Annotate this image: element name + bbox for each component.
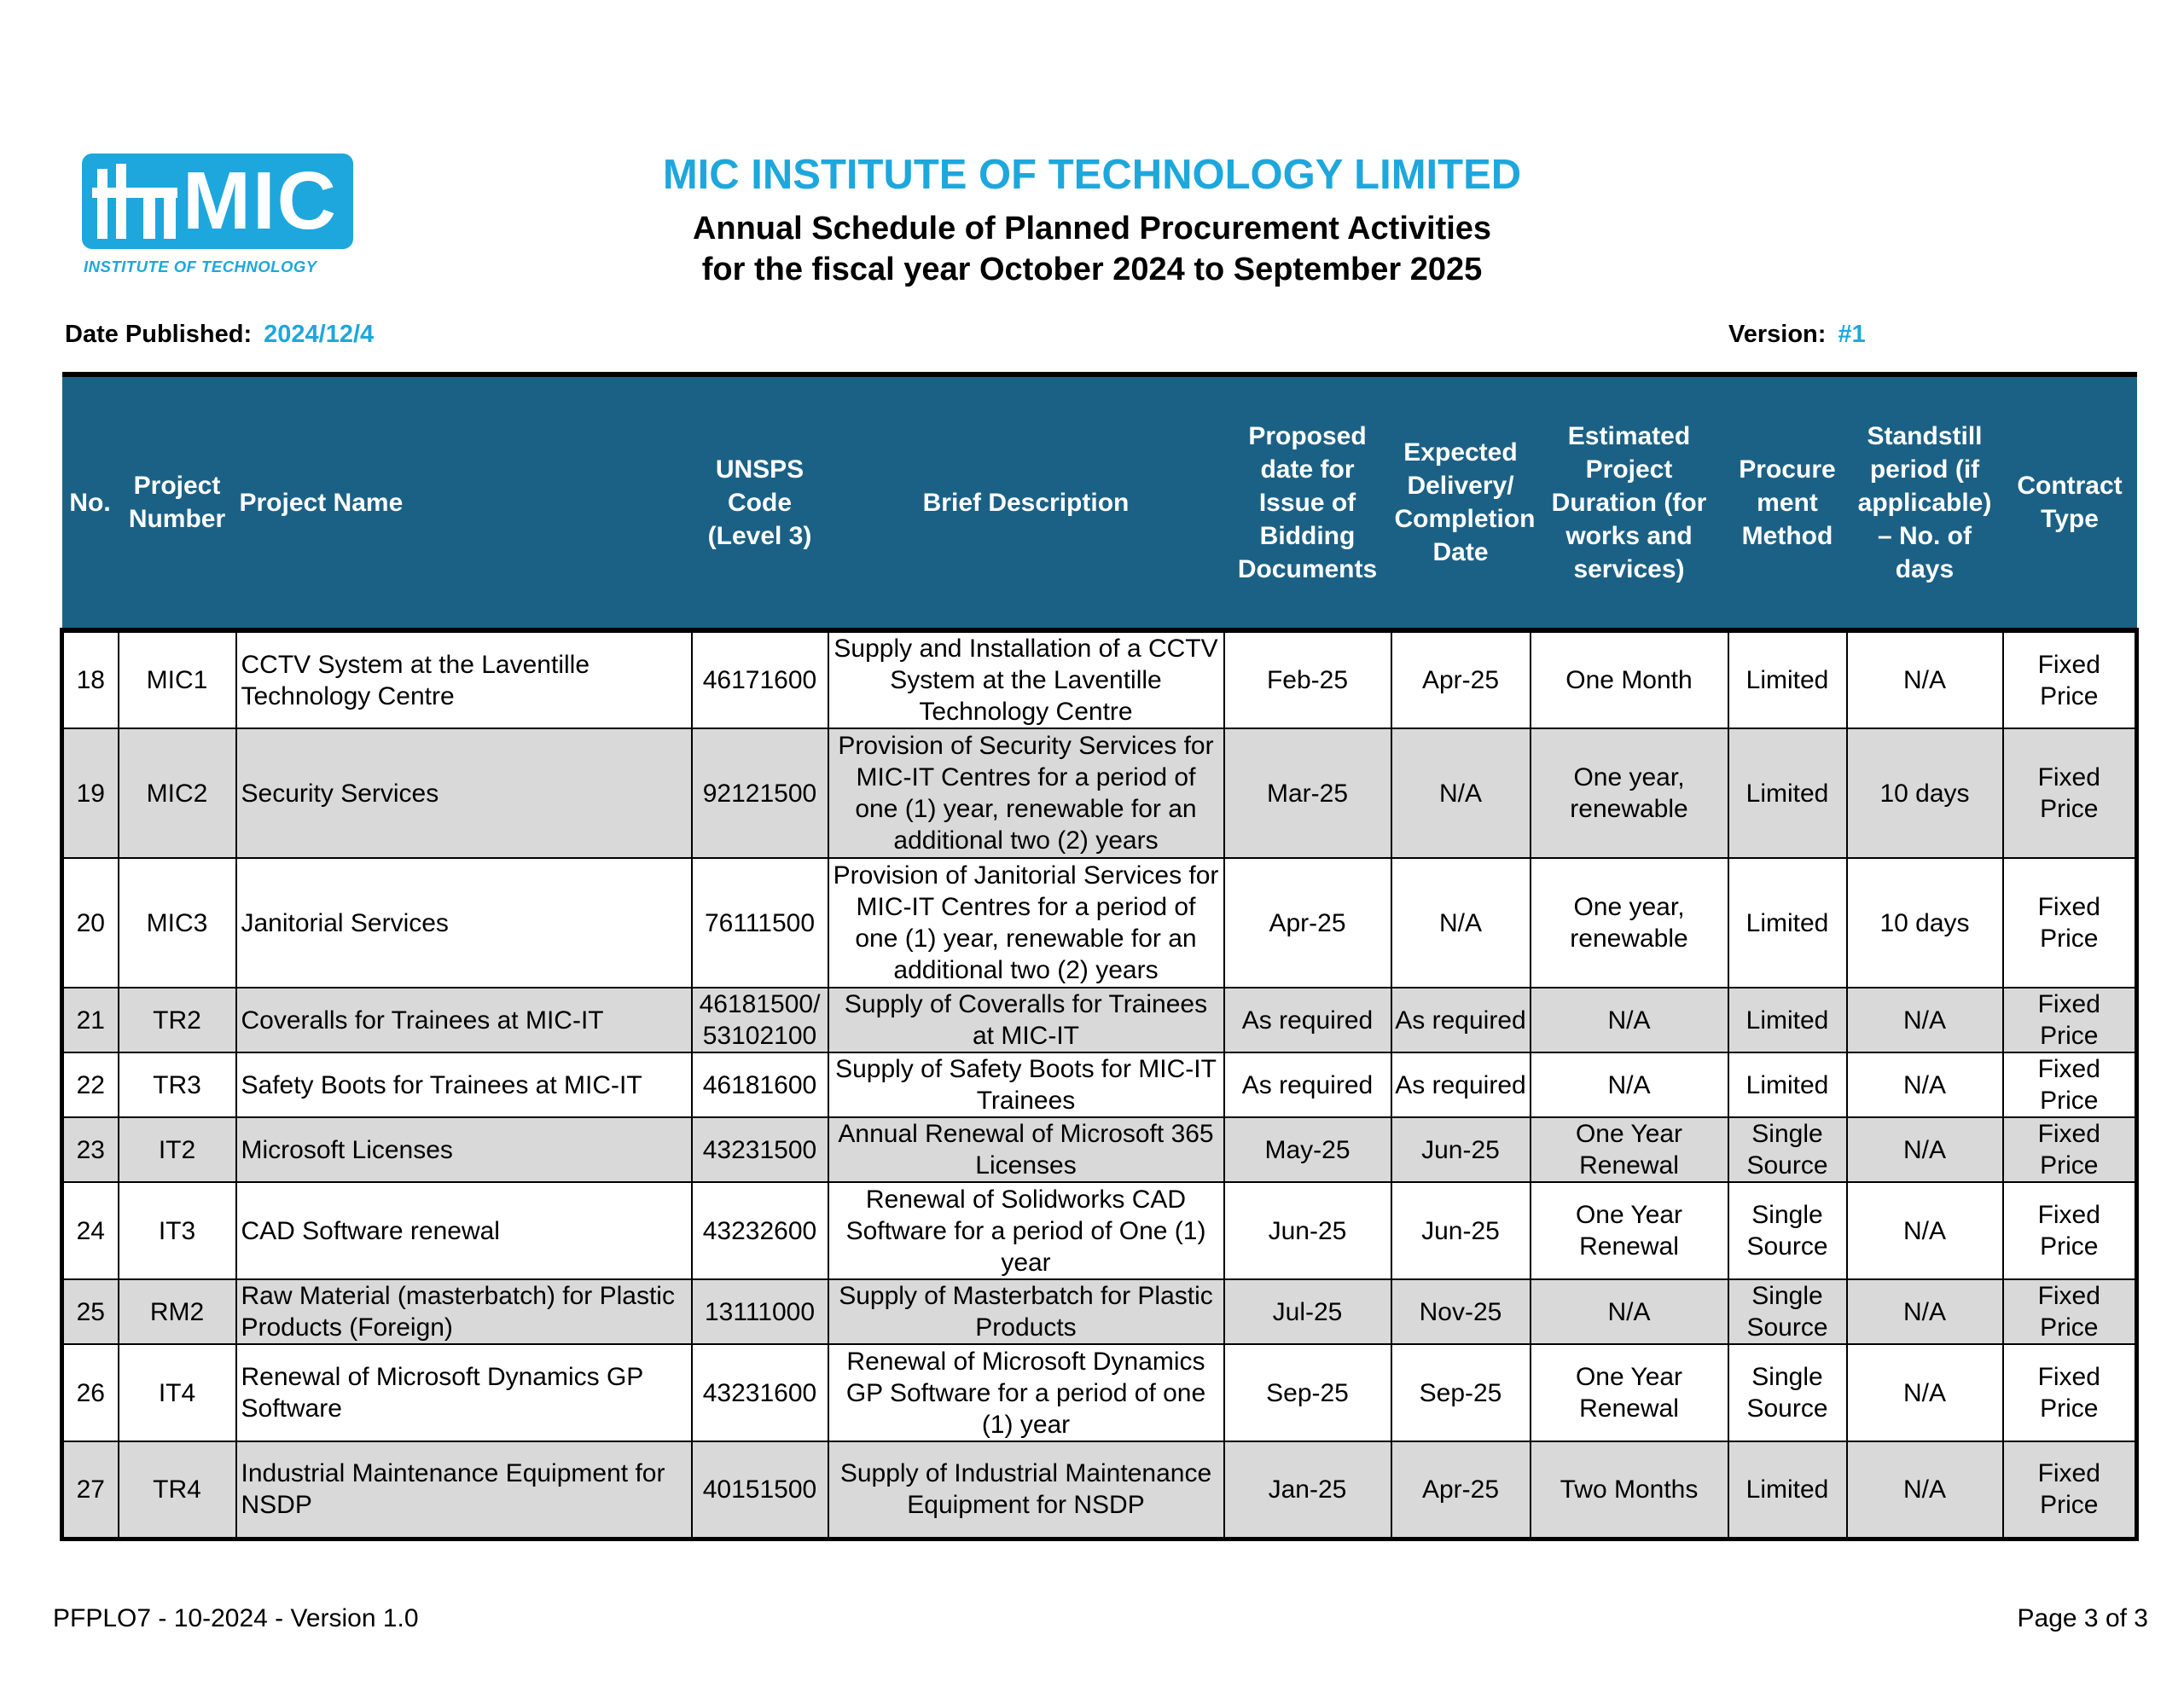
standstill-period-cell: N/A (1847, 1344, 2003, 1441)
issue-date-cell: As required (1224, 988, 1391, 1052)
col-header: Estimated Project Duration (for works and services) (1531, 374, 1728, 630)
project-name-cell: Industrial Maintenance Equipment for NSDP (236, 1441, 692, 1539)
version-label: Version: (1728, 321, 1827, 348)
row-number-cell: 25 (62, 1279, 119, 1344)
project-duration-cell: One Year Renewal (1531, 1344, 1728, 1441)
procurement-method-cell: Single Source (1728, 1117, 1847, 1182)
row-number-cell: 27 (62, 1441, 119, 1539)
delivery-date-cell: Jun-25 (1391, 1182, 1531, 1279)
procurement-method-cell: Limited (1728, 630, 1847, 728)
brief-description-cell: Renewal of Microsoft Dynamics GP Software for a period of one (1) year (828, 1344, 1224, 1441)
issue-date-cell: Jan-25 (1224, 1441, 1391, 1539)
project-name-cell: Raw Material (masterbatch) for Plastic Products (Foreign) (236, 1279, 692, 1344)
col-header: Brief Description (828, 374, 1224, 630)
contract-type-cell: Fixed Price (2003, 1117, 2137, 1182)
issue-date-cell: Jun-25 (1224, 1182, 1391, 1279)
contract-type-cell: Fixed Price (2003, 858, 2137, 988)
project-number-cell: RM2 (119, 1279, 236, 1344)
table-header-row (62, 374, 2137, 630)
procurement-method-cell: Limited (1728, 728, 1847, 858)
schedule-title: Annual Schedule of Planned Procurement Activities (692, 211, 1492, 246)
procurement-method-cell: Limited (1728, 858, 1847, 988)
project-duration-cell: One Month (1531, 630, 1728, 728)
project-duration-cell: Two Months (1531, 1441, 1728, 1539)
date-published-value: 2024/12/4 (264, 321, 375, 348)
brief-description-cell: Provision of Janitorial Services for MIC-IT Centres for a period of one (1) year, renewable for an additional two (2) years (828, 858, 1224, 988)
contract-type-cell: Fixed Price (2003, 1052, 2137, 1117)
col-header: No. (62, 374, 119, 630)
standstill-period-cell: 10 days (1847, 728, 2003, 858)
delivery-date-cell: N/A (1391, 858, 1531, 988)
unspsc-code-cell: 43232600 (692, 1182, 828, 1279)
col-header: Expected Delivery/ Completion Date (1391, 374, 1531, 630)
issue-date-cell: Sep-25 (1224, 1344, 1391, 1441)
procurement-method-cell: Single Source (1728, 1182, 1847, 1279)
row-number-cell: 21 (62, 988, 119, 1052)
delivery-date-cell: As required (1391, 1052, 1531, 1117)
table-row (62, 1279, 2137, 1344)
delivery-date-cell: Jun-25 (1391, 1117, 1531, 1182)
col-header: Proposed date for Issue of Bidding Documents (1224, 374, 1391, 630)
col-header: UNSPS Code (Level 3) (692, 374, 828, 630)
project-number-cell: IT3 (119, 1182, 236, 1279)
row-number-cell: 26 (62, 1344, 119, 1441)
col-header: Contract Type (2003, 374, 2137, 630)
project-number-cell: MIC1 (119, 630, 236, 728)
issue-date-cell: As required (1224, 1052, 1391, 1117)
project-duration-cell: One Year Renewal (1531, 1182, 1728, 1279)
brief-description-cell: Supply of Masterbatch for Plastic Products (828, 1279, 1224, 1344)
project-duration-cell: N/A (1531, 988, 1728, 1052)
issue-date-cell: Apr-25 (1224, 858, 1391, 988)
col-header: Standstill period (if applicable) – No. of days (1847, 374, 2003, 630)
contract-type-cell: Fixed Price (2003, 1182, 2137, 1279)
project-duration-cell: N/A (1531, 1052, 1728, 1117)
standstill-period-cell: N/A (1847, 988, 2003, 1052)
procurement-method-cell: Single Source (1728, 1279, 1847, 1344)
procurement-method-cell: Single Source (1728, 1344, 1847, 1441)
project-duration-cell: One Year Renewal (1531, 1117, 1728, 1182)
project-name-cell: Janitorial Services (236, 858, 692, 988)
table-row (62, 988, 2137, 1052)
unspsc-code-cell: 46171600 (692, 630, 828, 728)
delivery-date-cell: N/A (1391, 728, 1531, 858)
footer-document-code: PFPLO7 - 10-2024 - Version 1.0 (53, 1604, 419, 1632)
project-number-cell: IT4 (119, 1344, 236, 1441)
unspsc-code-cell: 76111500 (692, 858, 828, 988)
brief-description-cell: Supply of Industrial Maintenance Equipment for NSDP (828, 1441, 1224, 1539)
project-number-cell: MIC2 (119, 728, 236, 858)
brief-description-cell: Supply and Installation of a CCTV System at the Laventille Technology Centre (828, 630, 1224, 728)
project-duration-cell: N/A (1531, 1279, 1728, 1344)
table-row (62, 1052, 2137, 1117)
issue-date-cell: May-25 (1224, 1117, 1391, 1182)
issue-date-cell: Jul-25 (1224, 1279, 1391, 1344)
version-value: #1 (1838, 321, 1866, 348)
table-row (62, 1117, 2137, 1182)
col-header: Project Name (236, 374, 692, 630)
fiscal-year-title: for the fiscal year October 2024 to September 2025 (701, 252, 1483, 287)
procurement-method-cell: Limited (1728, 1052, 1847, 1117)
col-header: Project Number (119, 374, 236, 630)
project-name-cell: Microsoft Licenses (236, 1117, 692, 1182)
row-number-cell: 24 (62, 1182, 119, 1279)
row-number-cell: 22 (62, 1052, 119, 1117)
standstill-period-cell: N/A (1847, 1117, 2003, 1182)
procurement-method-cell: Limited (1728, 988, 1847, 1052)
contract-type-cell: Fixed Price (2003, 630, 2137, 728)
project-duration-cell: One year, renewable (1531, 858, 1728, 988)
unspsc-code-cell: 13111000 (692, 1279, 828, 1344)
project-number-cell: MIC3 (119, 858, 236, 988)
project-number-cell: TR2 (119, 988, 236, 1052)
project-name-cell: Renewal of Microsoft Dynamics GP Software (236, 1344, 692, 1441)
date-published (65, 319, 374, 350)
brief-description-cell: Provision of Security Services for MIC-IT Centres for a period of one (1) year, renewable for an additional two (2) years (828, 728, 1224, 858)
standstill-period-cell: N/A (1847, 1182, 2003, 1279)
contract-type-cell: Fixed Price (2003, 728, 2137, 858)
project-name-cell: Coveralls for Trainees at MIC-IT (236, 988, 692, 1052)
table-row (62, 630, 2137, 728)
delivery-date-cell: Apr-25 (1391, 1441, 1531, 1539)
standstill-period-cell: N/A (1847, 1052, 2003, 1117)
table-row (62, 1441, 2137, 1539)
logo-text: MIC (183, 155, 338, 246)
date-published-label: Date Published: (65, 321, 253, 348)
delivery-date-cell: Nov-25 (1391, 1279, 1531, 1344)
contract-type-cell: Fixed Price (2003, 1441, 2137, 1539)
project-name-cell: CAD Software renewal (236, 1182, 692, 1279)
row-number-cell: 18 (62, 630, 119, 728)
table-row (62, 858, 2137, 988)
brief-description-cell: Supply of Safety Boots for MIC-IT Trainees (828, 1052, 1224, 1117)
delivery-date-cell: Apr-25 (1391, 630, 1531, 728)
project-number-cell: TR4 (119, 1441, 236, 1539)
issue-date-cell: Feb-25 (1224, 630, 1391, 728)
unspsc-code-cell: 43231500 (692, 1117, 828, 1182)
logo-subtitle: INSTITUTE OF TECHNOLOGY (84, 258, 317, 275)
brief-description-cell: Supply of Coveralls for Trainees at MIC-IT (828, 988, 1224, 1052)
delivery-date-cell: Sep-25 (1391, 1344, 1531, 1441)
unspsc-code-cell: 40151500 (692, 1441, 828, 1539)
standstill-period-cell: 10 days (1847, 858, 2003, 988)
contract-type-cell: Fixed Price (2003, 988, 2137, 1052)
procurement-method-cell: Limited (1728, 1441, 1847, 1539)
project-duration-cell: One year, renewable (1531, 728, 1728, 858)
row-number-cell: 19 (62, 728, 119, 858)
contract-type-cell: Fixed Price (2003, 1279, 2137, 1344)
standstill-period-cell: N/A (1847, 1441, 2003, 1539)
unspsc-code-cell: 43231600 (692, 1344, 828, 1441)
standstill-period-cell: N/A (1847, 630, 2003, 728)
project-name-cell: Security Services (236, 728, 692, 858)
table-row (62, 728, 2137, 858)
col-header: Procure ment Method (1728, 374, 1847, 630)
table-row (62, 1182, 2137, 1279)
project-name-cell: CCTV System at the Laventille Technology Centre (236, 630, 692, 728)
project-number-cell: IT2 (119, 1117, 236, 1182)
unspsc-code-cell: 46181600 (692, 1052, 828, 1117)
unspsc-code-cell: 92121500 (692, 728, 828, 858)
contract-type-cell: Fixed Price (2003, 1344, 2137, 1441)
table-row (62, 1344, 2137, 1441)
standstill-period-cell: N/A (1847, 1279, 2003, 1344)
brief-description-cell: Annual Renewal of Microsoft 365 Licenses (828, 1117, 1224, 1182)
version (1728, 319, 1866, 350)
unspsc-code-cell: 46181500/ 53102100 (692, 988, 828, 1052)
brief-description-cell: Renewal of Solidworks CAD Software for a period of One (1) year (828, 1182, 1224, 1279)
row-number-cell: 23 (62, 1117, 119, 1182)
procurement-table (60, 372, 2139, 1541)
issue-date-cell: Mar-25 (1224, 728, 1391, 858)
organization-title: MIC INSTITUTE OF TECHNOLOGY LIMITED (662, 152, 1522, 198)
project-number-cell: TR3 (119, 1052, 236, 1117)
project-name-cell: Safety Boots for Trainees at MIC-IT (236, 1052, 692, 1117)
row-number-cell: 20 (62, 858, 119, 988)
delivery-date-cell: As required (1391, 988, 1531, 1052)
footer-page-number: Page 3 of 3 (2017, 1604, 2148, 1632)
